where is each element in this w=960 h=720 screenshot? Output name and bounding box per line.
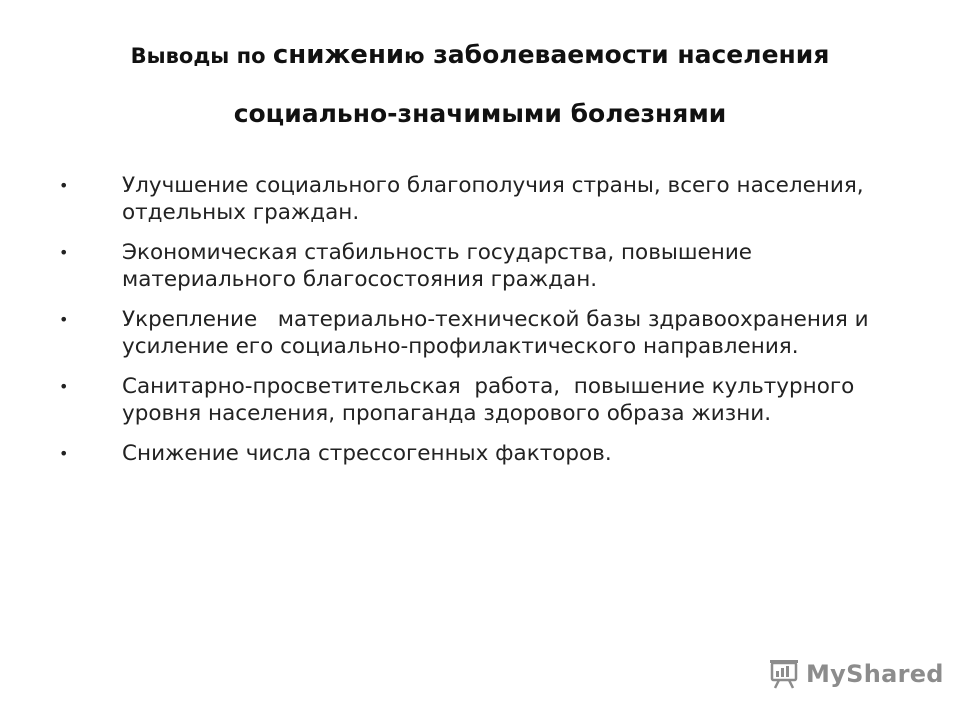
bullet-item [0,440,960,467]
watermark-text: MyShared [806,660,944,688]
title-fragment-4: заболеваемости населения [424,40,830,69]
bullet-text: Экономическая стабильность государства, повышение материального благосостояния граждан. [122,240,753,292]
bullet-text: Снижение числа стрессогенных факторов. [122,441,612,466]
myshared-watermark [768,656,944,692]
bullet-dot-icon: • [59,377,69,396]
slide-title-line-2: социально-значимыми болезнями [233,99,727,128]
bullet-dot-icon: • [59,310,69,329]
bullet-text: Улучшение социального благополучия страны, всего населения, отдельных граждан. [122,173,864,225]
bullet-dot-icon: • [59,243,69,262]
title-fragment-1: Выводы по [130,44,273,68]
bullet-item [0,306,960,360]
bullet-dot-icon: • [59,176,69,195]
bullet-item [0,172,960,226]
bullet-item [0,239,960,293]
title-fragment-2: снижени [272,40,405,70]
bullet-list [0,172,960,480]
bullet-text: Укрепление материально-технической базы здравоохранения и усиление его социально-профилактического направления. [122,307,876,359]
bullet-item [0,373,960,427]
presentation-board-icon [768,658,800,690]
slide-title-line-1 [0,40,960,70]
bullet-dot-icon: • [59,444,69,463]
title-fragment-3: ю [404,44,425,68]
bullet-text: Санитарно-просветительская работа, повышение культурного уровня населения, пропаганда здорового образа жизни. [122,374,862,426]
